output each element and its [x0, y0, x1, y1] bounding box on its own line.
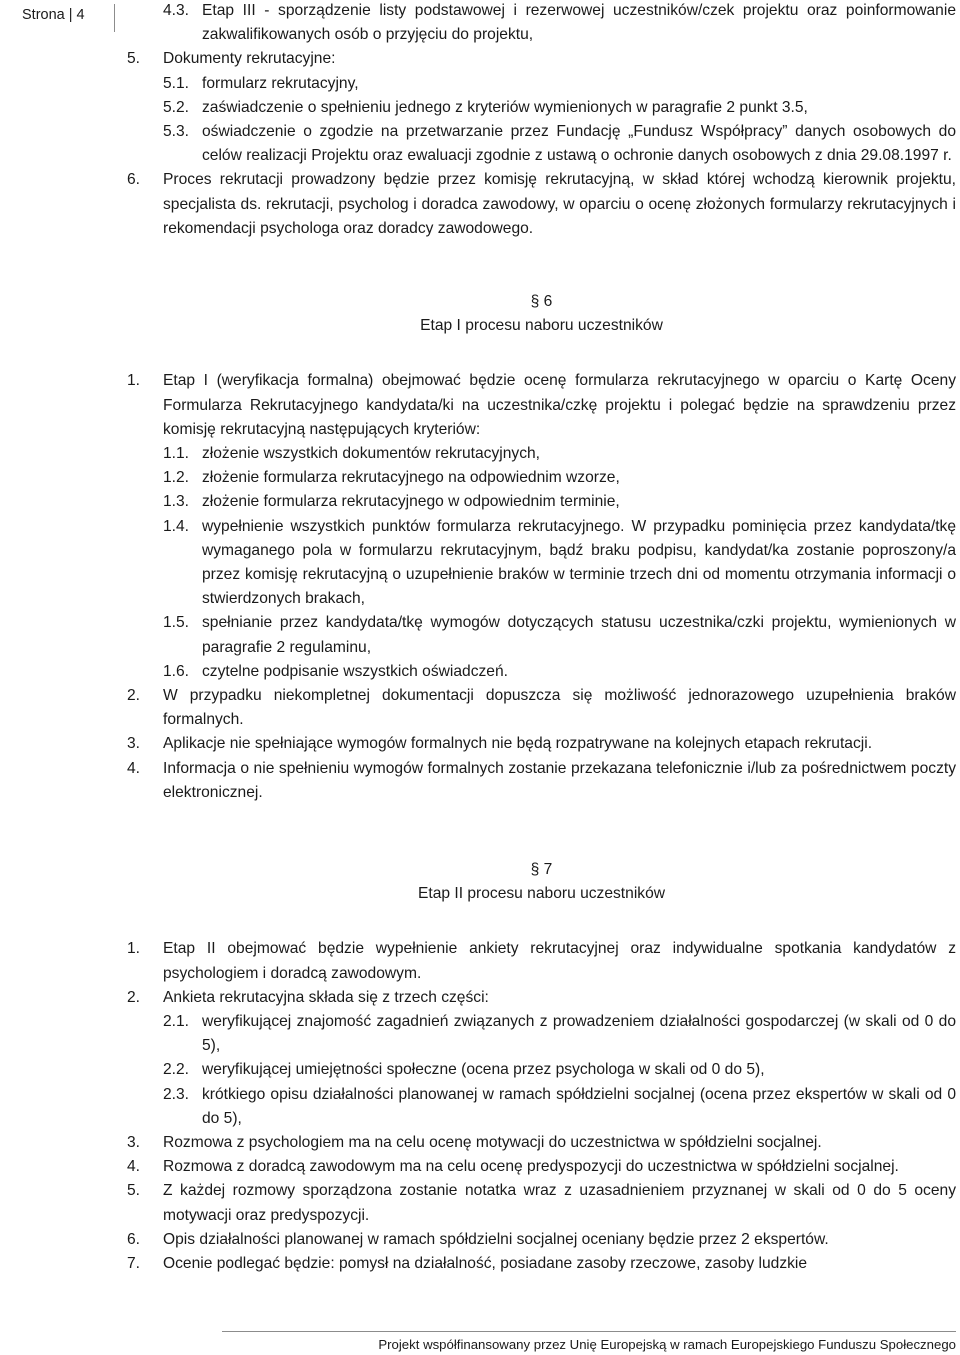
- list-item: [127, 0, 956, 47]
- item-text: Proces rekrutacji prowadzony będzie przez komisję rekrutacyjną, w skład której wchodzą kierownik projektu, specjalista ds. rekrutacji, psycholog i doradca zawodowy, w oparciu o ocenę złożonych formularzy rekrutacyjnych i rekomendacji psychologa oraz doradcy zawodowego.: [163, 171, 956, 237]
- section-6-number: § 6: [530, 293, 553, 310]
- list-item: [127, 466, 956, 490]
- list-item: [127, 1252, 956, 1276]
- item-text: złożenie formularza rekrutacyjnego w odpowiednim terminie,: [202, 493, 620, 511]
- item-number: 6.: [127, 171, 141, 189]
- list-item: [127, 732, 956, 756]
- item-number: 2.1.: [163, 1013, 190, 1031]
- list-item: [127, 72, 956, 96]
- list-item: [127, 490, 956, 514]
- item-text: oświadczenie o zgodzie na przetwarzanie przez Fundację „Fundusz Współpracy” danych osobowych do celów realizacji Projektu oraz ewaluacji zgodnie z ustawą o ochronie danych osobowych z dnia 29.08.1997 r.: [202, 123, 956, 165]
- item-number: 2.: [127, 988, 141, 1006]
- item-text: wypełnienie wszystkich punktów formularza rekrutacyjnego. W przypadku pominięcia przez kandydata/tkę wymaganego pola w formularzu rekrutacyjnym, bądź braku podpisu, kandydat/ka zostanie poproszony/a przez komisję rekrutacyjną o uzupełnienie braków w terminie trzech dni od momentu otrzymania informacji o stwierdzonych brakach,: [202, 517, 956, 608]
- item-number: 5.2.: [163, 98, 190, 116]
- item-number: 4.: [127, 759, 141, 777]
- section-6-list: [127, 369, 956, 805]
- item-text: czytelne podpisanie wszystkich oświadczeń.: [202, 662, 508, 680]
- item-number: 4.: [127, 1158, 141, 1176]
- item-number: 7.: [127, 1255, 141, 1273]
- list-item: [127, 168, 956, 241]
- list-item: [127, 1058, 956, 1082]
- list-item: [127, 660, 956, 684]
- list-item: [127, 684, 956, 732]
- item-text: Rozmowa z doradcą zawodowym ma na celu ocenę predyspozycji do uczestnictwa w spółdzielni socjalnej.: [163, 1158, 899, 1176]
- item-number: 1.6.: [163, 662, 190, 680]
- list-item: [127, 442, 956, 466]
- item-number: 1.: [127, 372, 141, 390]
- item-number: 1.2.: [163, 469, 190, 487]
- item-text: W przypadku niekompletnej dokumentacji dopuszcza się możliwość jednorazowego uzupełnienia braków formalnych.: [163, 687, 956, 729]
- section-6: [127, 290, 956, 805]
- item-number: 5.: [127, 1182, 141, 1200]
- item-number: 2.2.: [163, 1061, 190, 1079]
- section-7: [127, 858, 956, 1276]
- item-text: Opis działalności planowanej w ramach spółdzielni socjalnej oceniany będzie przez 2 ekspertów.: [163, 1230, 829, 1248]
- list-item: [127, 515, 956, 612]
- list-item: [127, 120, 956, 168]
- section-6-title: Etap I procesu naboru uczestników: [420, 317, 663, 335]
- list-item: [127, 1010, 956, 1058]
- item-text: zaświadczenie o spełnieniu jednego z kryteriów wymienionych w paragrafie 2 punkt 3.5,: [202, 98, 808, 116]
- item-number: 3.: [127, 1134, 141, 1152]
- item-text: weryfikującej znajomość zagadnień związanych z prowadzeniem działalności gospodarczej (w skali od 0 do 5),: [202, 1013, 956, 1055]
- item-text: Informacja o nie spełnieniu wymogów formalnych zostanie przekazana telefonicznie i/lub za pośrednictwem poczty elektronicznej.: [163, 759, 956, 801]
- list-item: [127, 986, 956, 1010]
- item-number: 1.: [127, 940, 141, 958]
- item-text: Etap III - sporządzenie listy podstawowej i rezerwowej uczestników/czek projektu oraz poinformowanie zakwalifikowanych osób o przyjęciu do projektu,: [202, 2, 956, 44]
- item-number: 1.4.: [163, 517, 190, 535]
- list-item: [127, 611, 956, 659]
- footer-note: Projekt współfinansowany przez Unię Europejską w ramach Europejskiego Funduszu Społecznego: [222, 1331, 956, 1355]
- item-number: 5.1.: [163, 74, 190, 92]
- item-number: 3.: [127, 735, 141, 753]
- list-item: [127, 47, 956, 71]
- list-item: [127, 1155, 956, 1179]
- item-text: Etap II obejmować będzie wypełnienie ankiety rekrutacyjnej oraz indywidualne spotkania kandydatów z psychologiem i doradcą zawodowym.: [163, 940, 956, 982]
- item-number: 1.3.: [163, 493, 190, 511]
- list-item: [127, 937, 956, 985]
- item-text: Ankieta rekrutacyjna składa się z trzech części:: [163, 988, 489, 1006]
- section-top-list: [127, 0, 956, 241]
- item-text: Etap I (weryfikacja formalna) obejmować będzie ocenę formularza rekrutacyjnego w oparciu o Kartę Oceny Formularza Rekrutacyjnego kandydata/ki na uczestnika/czkę projektu i polegać będzie na sprawdzeniu przez komisję rekrutacyjną następujących kryteriów:: [163, 372, 956, 438]
- section-7-title: Etap II procesu naboru uczestników: [417, 885, 666, 903]
- item-text: spełnianie przez kandydata/tkę wymogów dotyczących statusu uczestnika/czki projektu, wymienionych w paragrafie 2 regulaminu,: [202, 614, 956, 656]
- item-text: Ocenie podlegać będzie: pomysł na działalność, posiadane zasoby rzeczowe, zasoby ludzkie: [163, 1255, 808, 1273]
- page-number-label: Strona | 4: [0, 4, 115, 32]
- list-item: [127, 1228, 956, 1252]
- item-text: Dokumenty rekrutacyjne:: [163, 50, 336, 68]
- item-text: Aplikacje nie spełniające wymogów formalnych nie będą rozpatrywane na kolejnych etapach rekrutacji.: [163, 735, 873, 753]
- item-number: 5.: [127, 50, 141, 68]
- item-number: 5.3.: [163, 123, 190, 141]
- item-text: złożenie wszystkich dokumentów rekrutacyjnych,: [202, 445, 540, 463]
- item-number: 2.: [127, 687, 141, 705]
- list-item: [127, 757, 956, 805]
- list-item: [127, 1179, 956, 1227]
- section-7-list: [127, 937, 956, 1276]
- list-item: [127, 1131, 956, 1155]
- list-item: [127, 369, 956, 442]
- item-number: 2.3.: [163, 1085, 190, 1103]
- section-7-number: § 7: [530, 861, 553, 878]
- item-number: 4.3.: [163, 2, 190, 19]
- item-text: Rozmowa z psychologiem ma na celu ocenę motywacji do uczestnictwa w spółdzielni socjalnej.: [163, 1134, 822, 1152]
- item-number: 1.5.: [163, 614, 190, 632]
- item-text: formularz rekrutacyjny,: [202, 74, 359, 92]
- list-item: [127, 96, 956, 120]
- item-text: krótkiego opisu działalności planowanej w ramach spółdzielni socjalnej (ocena przez ekspertów w skali od 0 do 5),: [202, 1085, 956, 1127]
- item-number: 1.1.: [163, 445, 190, 463]
- item-text: weryfikującej umiejętności społeczne (ocena przez psychologa w skali od 0 do 5),: [202, 1061, 765, 1079]
- item-number: 6.: [127, 1230, 141, 1248]
- item-text: złożenie formularza rekrutacyjnego na odpowiednim wzorze,: [202, 469, 620, 487]
- item-text: Z każdej rozmowy sporządzona zostanie notatka wraz z uzasadnieniem przyznanej w skali od 0 do 5 oceny motywacji oraz predyspozycji.: [163, 1182, 956, 1224]
- list-item: [127, 1083, 956, 1131]
